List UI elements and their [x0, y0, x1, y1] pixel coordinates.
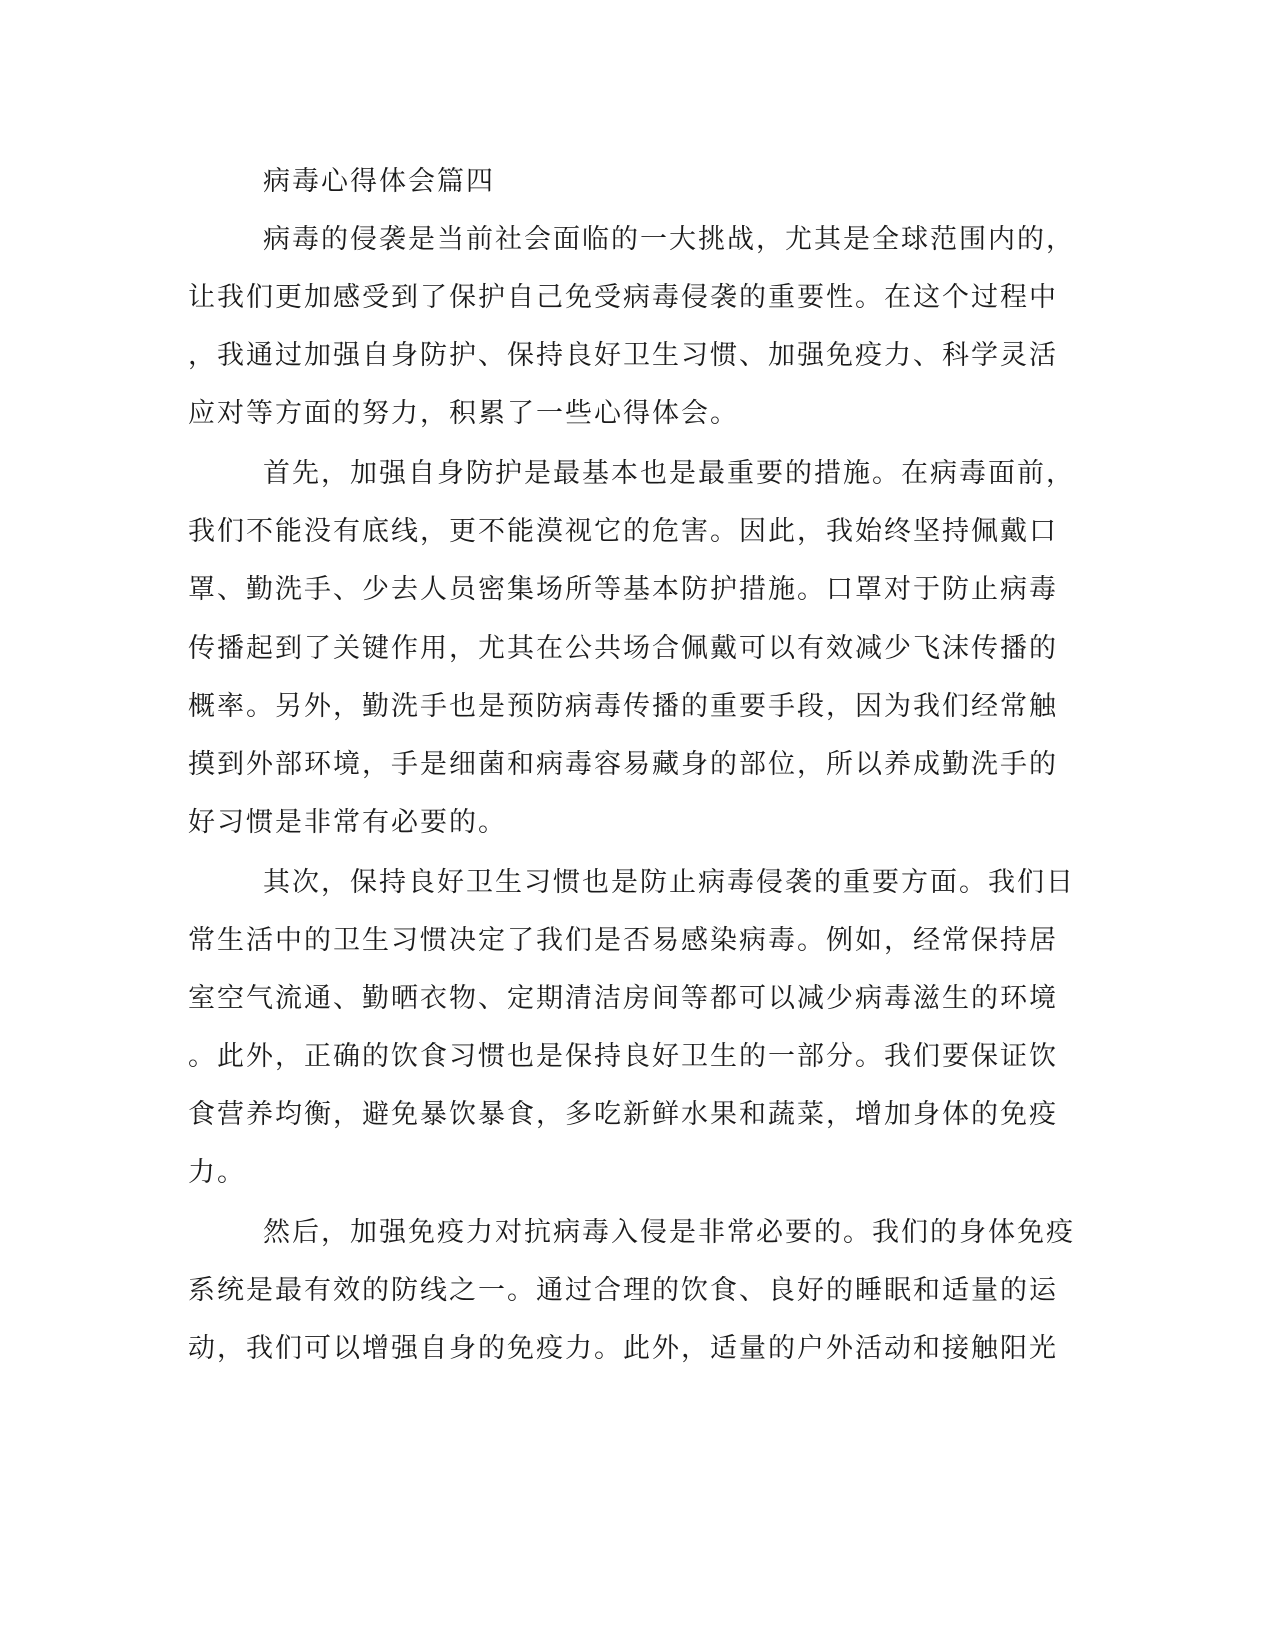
paragraph-line: 食营养均衡，避免暴饮暴食，多吃新鲜水果和蔬菜，增加身体的免疫 — [188, 1099, 1058, 1130]
document-title: 病毒心得体会篇四 — [263, 166, 495, 197]
paragraph-line: 摸到外部环境，手是细菌和病毒容易藏身的部位，所以养成勤洗手的 — [188, 749, 1058, 780]
paragraph-line: 室空气流通、勤晒衣物、定期清洁房间等都可以减少病毒滋生的环境 — [188, 983, 1058, 1014]
paragraph-line: 其次，保持良好卫生习惯也是防止病毒侵袭的重要方面。我们日 — [263, 867, 1075, 898]
paragraph-line: 让我们更加感受到了保护自己免受病毒侵袭的重要性。在这个过程中 — [188, 282, 1058, 313]
paragraph-line: 应对等方面的努力，积累了一些心得体会。 — [188, 398, 739, 429]
paragraph-line: 我们不能没有底线，更不能漠视它的危害。因此，我始终坚持佩戴口 — [188, 516, 1058, 547]
paragraph-line: 。此外，正确的饮食习惯也是保持良好卫生的一部分。我们要保证饮 — [188, 1041, 1058, 1072]
paragraph-line: 力。 — [188, 1157, 246, 1188]
paragraph-line: 概率。另外，勤洗手也是预防病毒传播的重要手段，因为我们经常触 — [188, 691, 1058, 722]
paragraph-line: 常生活中的卫生习惯决定了我们是否易感染病毒。例如，经常保持居 — [188, 925, 1058, 956]
paragraph-line: 传播起到了关键作用，尤其在公共场合佩戴可以有效减少飞沫传播的 — [188, 633, 1058, 664]
paragraph-line: 罩、勤洗手、少去人员密集场所等基本防护措施。口罩对于防止病毒 — [188, 574, 1058, 605]
paragraph-line: 然后，加强免疫力对抗病毒入侵是非常必要的。我们的身体免疫 — [263, 1217, 1075, 1248]
paragraph-line: 首先，加强自身防护是最基本也是最重要的措施。在病毒面前， — [263, 458, 1075, 489]
paragraph-line: ，我通过加强自身防护、保持良好卫生习惯、加强免疫力、科学灵活 — [188, 340, 1058, 371]
paragraph-line: 好习惯是非常有必要的。 — [188, 807, 507, 838]
paragraph-line: 系统是最有效的防线之一。通过合理的饮食、良好的睡眠和适量的运 — [188, 1275, 1058, 1306]
paragraph-line: 动，我们可以增强自身的免疫力。此外，适量的户外活动和接触阳光 — [188, 1333, 1058, 1364]
paragraph-line: 病毒的侵袭是当前社会面临的一大挑战，尤其是全球范围内的， — [263, 224, 1075, 255]
